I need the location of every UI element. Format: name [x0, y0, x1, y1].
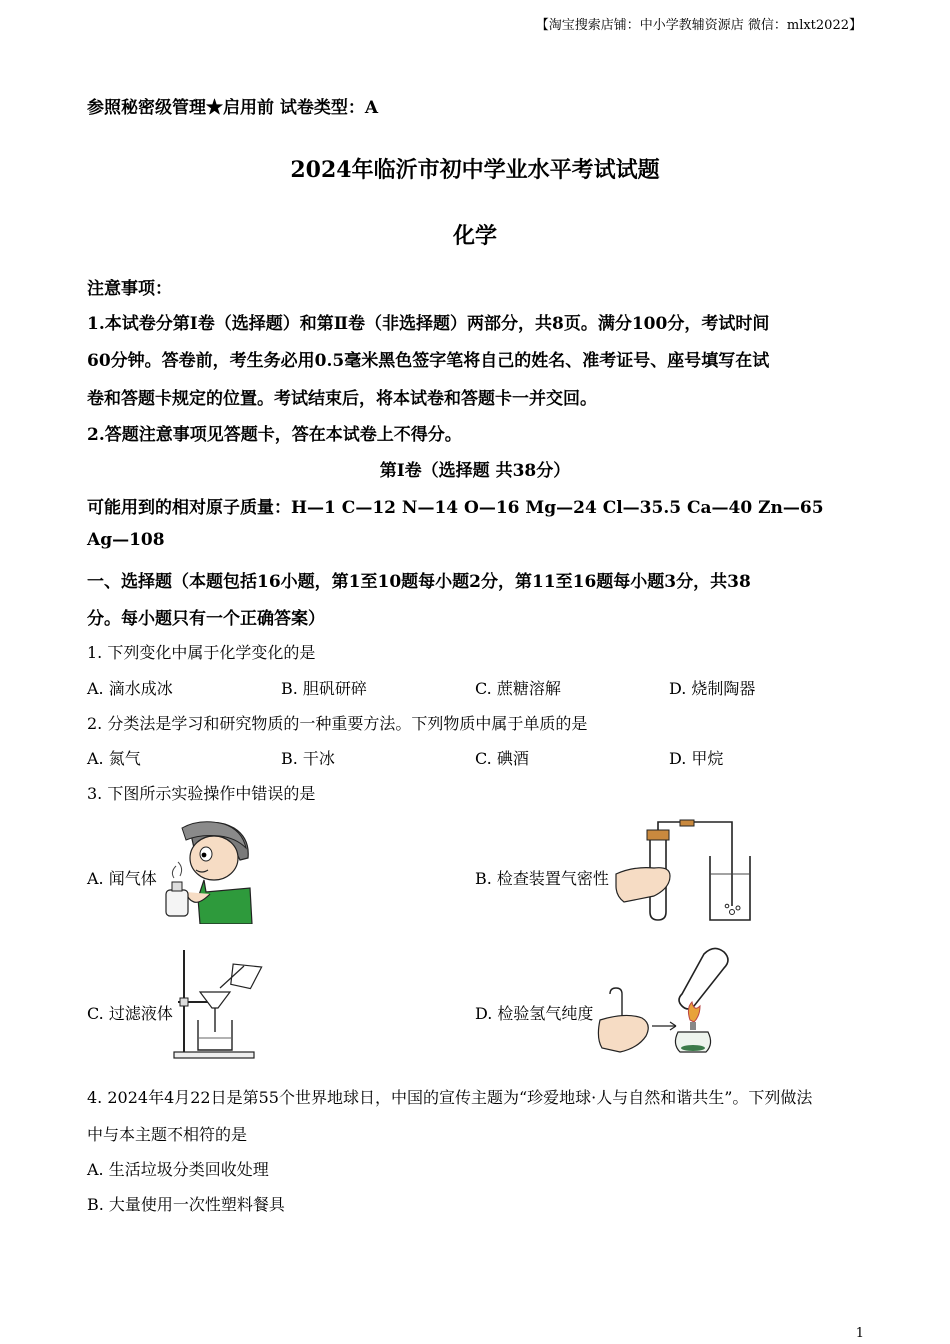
notice-line: 1.本试卷分第Ⅰ卷（选择题）和第Ⅱ卷（非选择题）两部分，共8页。满分100分，考试时间: [87, 314, 770, 334]
q2-option-a: A. 氮气: [87, 749, 141, 768]
q4-option-b: B. 大量使用一次性塑料餐具: [87, 1195, 285, 1214]
smelling-gas-figure: [160, 818, 260, 924]
q3-option-b: B. 检查装置气密性: [475, 869, 609, 888]
q1-option-c: C. 蔗糖溶解: [475, 679, 561, 698]
atomic-masses-line: Ag—108: [87, 530, 165, 550]
q2-option-c: C. 碘酒: [475, 749, 529, 768]
atomic-masses-line: 可能用到的相对原子质量：H—1 C—12 N—14 O—16 Mg—24 Cl—35.5 Ca—40 Zn—65: [87, 498, 824, 518]
q1-option-d: D. 烧制陶器: [669, 679, 756, 698]
notice-heading: 注意事项：: [87, 279, 172, 299]
part-one-instructions: 一、选择题（本题包括16小题，第1至10题每小题2分，第11至16题每小题3分，共38: [87, 572, 751, 592]
question-1-stem: 1. 下列变化中属于化学变化的是: [87, 643, 316, 662]
airtightness-check-figure: [614, 816, 754, 926]
hydrogen-purity-figure: [596, 944, 748, 1062]
q2-option-b: B. 干冰: [281, 749, 335, 768]
page-number: 1: [855, 1326, 864, 1341]
q3-option-a: A. 闻气体: [87, 869, 157, 888]
classification-line: 参照秘密级管理★启用前 试卷类型：A: [87, 98, 379, 118]
notice-line: 60分钟。答卷前，考生务必用0.5毫米黑色签字笔将自己的姓名、准考证号、座号填写在试: [87, 351, 770, 371]
q1-option-b: B. 胆矾研碎: [281, 679, 367, 698]
question-4-stem: 中与本主题不相符的是: [87, 1125, 248, 1144]
subject-title: 化学: [452, 223, 497, 249]
question-3-stem: 3. 下图所示实验操作中错误的是: [87, 784, 316, 803]
filtration-figure: [172, 946, 264, 1060]
q4-option-a: A. 生活垃圾分类回收处理: [87, 1160, 269, 1179]
section-title: 第Ⅰ卷（选择题 共38分）: [379, 461, 571, 481]
page-header: 【淘宝搜索店铺：中小学教辅资源店 微信：mlxt2022】: [535, 18, 862, 33]
notice-line: 2.答题注意事项见答题卡，答在本试卷上不得分。: [87, 425, 462, 445]
q1-option-a: A. 滴水成冰: [87, 679, 173, 698]
q2-option-d: D. 甲烷: [669, 749, 724, 768]
q3-option-c: C. 过滤液体: [87, 1004, 173, 1023]
part-one-instructions: 分。每小题只有一个正确答案）: [87, 609, 325, 629]
notice-line: 卷和答题卡规定的位置。考试结束后，将本试卷和答题卡一并交回。: [87, 389, 597, 409]
exam-title: 2024年临沂市初中学业水平考试试题: [290, 157, 660, 183]
question-4-stem: 4. 2024年4月22日是第55个世界地球日，中国的宣传主题为“珍爱地球·人与自然和谐共生”。下列做法: [87, 1088, 813, 1107]
question-2-stem: 2. 分类法是学习和研究物质的一种重要方法。下列物质中属于单质的是: [87, 714, 588, 733]
q3-option-d: D. 检验氢气纯度: [475, 1004, 594, 1023]
